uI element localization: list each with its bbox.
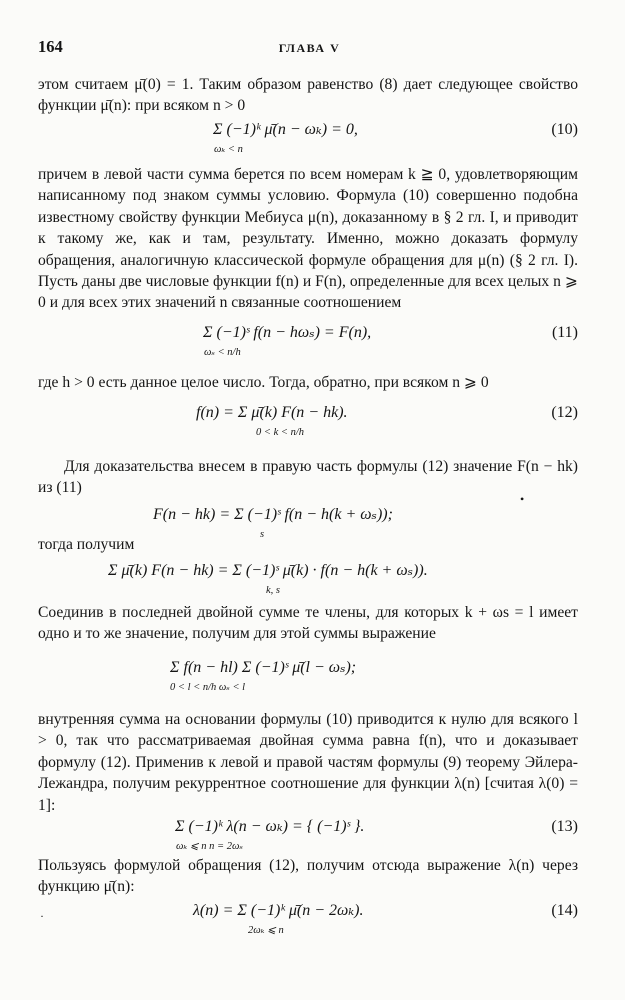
formula-expression: f(n) = Σ μ̄(k) F(n − hk).: [196, 404, 348, 421]
formula-11: [38, 322, 578, 358]
paragraph: этом считаем μ̄(0) = 1. Таким образом равенство (8) дает следующее свойство функции μ̄(n): при всяком n > 0: [38, 76, 578, 115]
formula-expression: Σ f(n − hl) Σ (−1)ˢ μ̄(l − ωₛ);: [170, 659, 357, 676]
print-speck: ·: [40, 909, 44, 923]
formula-subscript: ωₖ < n: [214, 144, 243, 155]
page-header: [38, 36, 581, 56]
paragraph: тогда получим: [38, 536, 135, 553]
formula-expression: Σ (−1)ˢ f(n − hωₛ) = F(n),: [203, 324, 372, 341]
paragraph: причем в левой части сумма берется по всем номерам k ≧ 0, удовлетворяющим написанному под знаком суммы условию. Формула (10) совершенно подобна известному свойству функции Мебиуса μ(n), доказанному в § 2 гл. I, и приводит к такому же, как и там, результату. Именно, можно доказать формулу обращения, аналогичную классической формуле обращения для μ(n) (§ 2 гл. I). Пусть даны две числовые функции f(n) и F(n), определенные для всех целых n ⩾ 0 и для всех этих значений n связанные соотношением: [38, 166, 578, 312]
page-number: 164: [38, 37, 63, 56]
formula-expression: Σ (−1)ᵏ μ̄(n − ωₖ) = 0,: [213, 121, 358, 138]
formula-double-sum: [38, 560, 578, 596]
formula-subscript: s: [260, 529, 265, 540]
formula-subscript: 2ωₖ ⩽ n: [248, 925, 284, 936]
paragraph: внутренняя сумма на основании формулы (10) приводится к нулю для всякого l > 0, так что рассматриваемая двойная сумма равна f(n), что и доказывает формулу (12). Применив к левой и правой частям формулы (9) теорему Эйлера-Лежандра, получим рекуррентное соотношение для функции λ(n) [считая λ(0) = 1]:: [38, 711, 578, 814]
print-speck: •: [520, 492, 525, 506]
formula-grouped-sum: [38, 657, 578, 693]
formula-expression: Σ (−1)ᵏ λ(n − ωₖ) = { (−1)ˢ }.: [175, 818, 365, 835]
formula-12: [38, 402, 578, 438]
equation-number: (13): [551, 818, 578, 835]
formula-expression: Σ μ̄(k) F(n − hk) = Σ (−1)ˢ μ̄(k) · f(n − h(k + ωₛ)).: [108, 562, 428, 579]
formula-subscript: ωₛ < n/h: [204, 347, 241, 358]
equation-number: (10): [551, 121, 578, 138]
paragraph: Пользуясь формулой обращения (12), получим отсюда выражение λ(n) через функцию μ̄(n):: [38, 857, 578, 896]
formula-subscript: ωₖ ⩽ n n = 2ωₛ: [176, 841, 243, 852]
equation-number: (14): [551, 902, 578, 919]
formula-expression: F(n − hk) = Σ (−1)ˢ f(n − h(k + ωₛ));: [153, 506, 393, 523]
formula-14: [38, 900, 578, 936]
formula-expression: λ(n) = Σ (−1)ᵏ μ̄(n − 2ωₖ).: [193, 902, 364, 919]
formula-subscript: 0 < k < n/h: [256, 427, 304, 438]
paragraph: где h > 0 есть данное целое число. Тогда, обратно, при всяком n ⩾ 0: [38, 374, 489, 391]
formula-13: [38, 816, 578, 852]
formula-substitution: [38, 504, 578, 540]
chapter-title: ГЛАВА V: [278, 41, 341, 55]
formula-subscript: k, s: [266, 585, 280, 596]
paragraph: Соединив в последней двойной сумме те члены, для которых k + ωs = l имеет одно и то же значение, получим для этой суммы выражение: [38, 604, 578, 643]
formula-subscript: 0 < l < n/h ωₛ < l: [170, 682, 246, 693]
formula-10: [38, 119, 578, 155]
equation-number: (12): [551, 404, 578, 421]
equation-number: (11): [551, 324, 578, 341]
paragraph: Для доказательства внесем в правую часть формулы (12) значение F(n − hk) из (11): [38, 458, 578, 497]
